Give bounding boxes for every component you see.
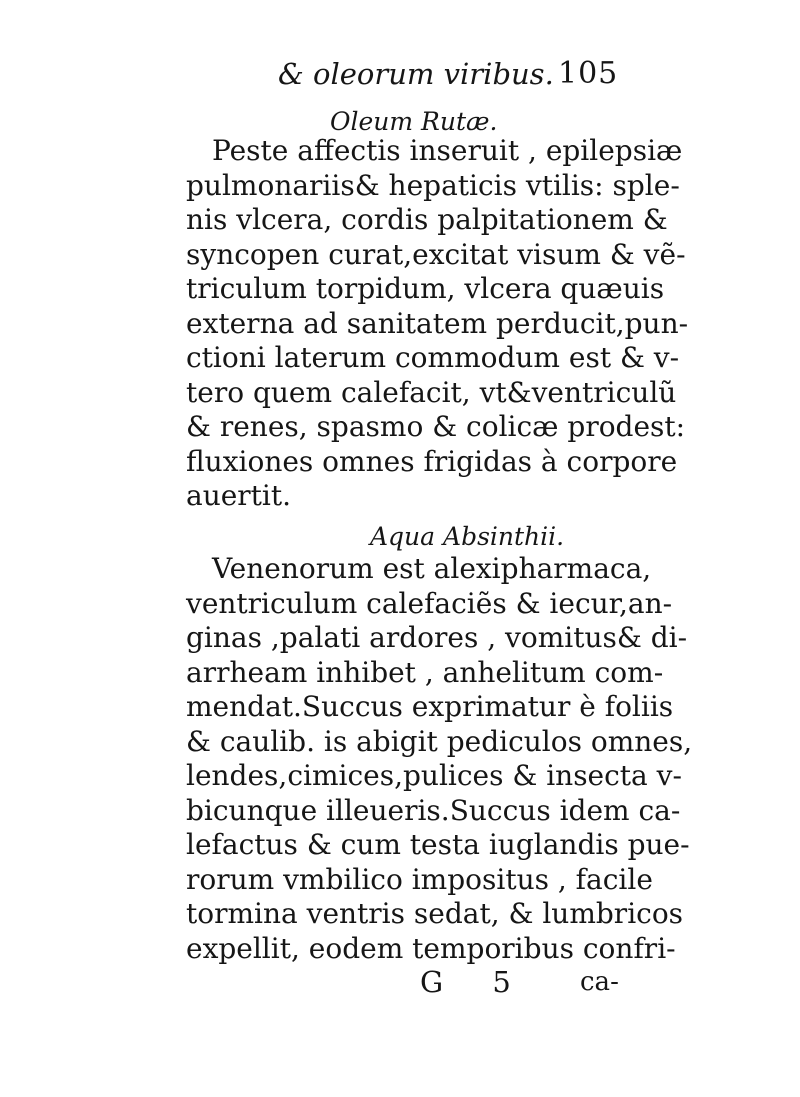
page-number: 105 xyxy=(558,56,619,91)
page-footer xyxy=(0,962,800,1002)
text-line: syncopen curat,excitat visum & vẽ- xyxy=(186,237,686,271)
section-aqua-absinthii xyxy=(186,552,693,966)
text-line: & caulib. is abigit pediculos omnes, xyxy=(186,724,693,758)
text-line: auertit. xyxy=(186,479,292,512)
text-line: lefactus & cum testa iuglandis pue- xyxy=(186,828,690,861)
text-line: bicunque illeueris.Succus idem ca- xyxy=(186,793,681,827)
text-line: triculum torpidum, vlcera quæuis xyxy=(186,272,665,305)
signature-mark: G 5 xyxy=(420,965,531,999)
text-line: tormina ventris sedat, & lumbricos xyxy=(186,897,684,930)
section-heading-oleum-rutae: Oleum Rutæ. xyxy=(330,107,498,136)
text-line: expellit, eodem temporibus confri- xyxy=(186,931,676,965)
text-line: externa ad sanitatem perducit,pun- xyxy=(186,306,689,340)
text-line: Peste affectis inseruit , epilepsiæ xyxy=(212,134,683,167)
catchword: ca- xyxy=(580,967,619,997)
text-line: tero quem calefacit, vt&ventriculũ xyxy=(186,375,677,409)
text-line: arrheam inhibet , anhelitum com- xyxy=(186,655,664,689)
text-line: Venenorum est alexipharmaca, xyxy=(212,552,652,585)
text-line: mendat.Succus exprimatur è foliis xyxy=(186,690,674,723)
running-head xyxy=(240,52,640,96)
running-title: & oleorum viribus. xyxy=(278,57,554,91)
text-line: fluxiones omnes frigidas à corpore xyxy=(186,444,678,478)
text-line: pulmonariis& hepaticis vtilis: sple- xyxy=(186,168,680,202)
text-line: ctioni laterum commodum est & v- xyxy=(186,341,680,374)
text-line: ginas ,palati ardores , vomitus& di- xyxy=(186,621,688,654)
text-line: rorum vmbilico impositus , facile xyxy=(186,862,653,896)
text-line: lendes,cimices,pulices & insecta v- xyxy=(186,759,682,792)
section-heading-aqua-absinthii: Aqua Absinthii. xyxy=(370,522,565,551)
text-line: ventriculum calefaciẽs & iecur,an- xyxy=(186,586,673,620)
text-line: & renes, spasmo & colicæ prodest: xyxy=(186,410,686,443)
section-oleum-rutae xyxy=(186,134,689,514)
text-line: nis vlcera, cordis palpitationem & xyxy=(186,203,668,236)
